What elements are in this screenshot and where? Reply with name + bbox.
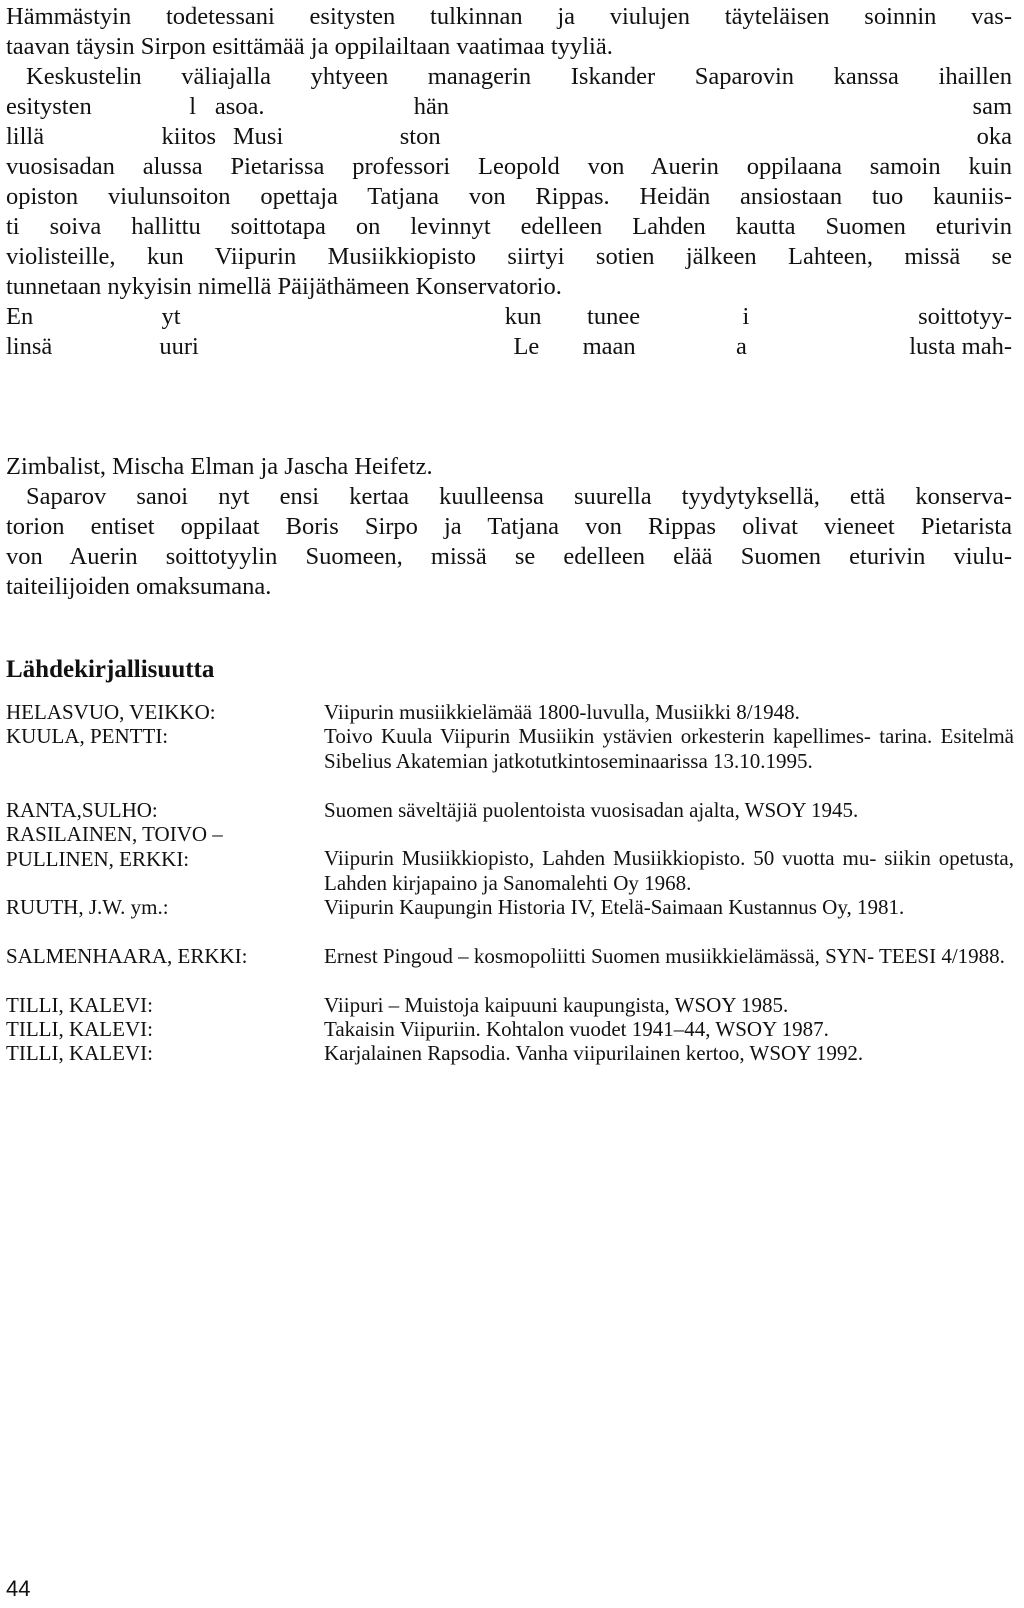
body-line: ti soiva hallittu soittotapa on levinnyt edelleen Lahden kautta Suomen eturivin <box>6 213 1012 240</box>
body-line-fragmented <box>6 92 1012 122</box>
reference-author: RANTA,SULHO: <box>6 798 158 822</box>
reference-author: RUUTH, J.W. ym.: <box>6 895 169 919</box>
reference-author: TILLI, KALEVI: <box>6 993 153 1017</box>
reference-author: SALMENHAARA, ERKKI: <box>6 944 248 968</box>
text-fragment: soittotyy- <box>918 303 1012 330</box>
text-fragment: esitysten l <box>6 93 196 120</box>
reference-title: Suomen säveltäjiä puolentoista vuosisadan ajalta, WSOY 1945. <box>324 798 859 822</box>
text-fragment: uuri Le <box>159 333 540 360</box>
text-fragment: hän <box>413 93 450 120</box>
reference-author: TILLI, KALEVI: <box>6 1017 153 1041</box>
body-line: taiteilijoiden omaksumana. <box>6 573 272 600</box>
text-fragment: asoa. <box>214 93 265 120</box>
page-number: 44 <box>6 1576 31 1601</box>
reference-title: Viipuri – Muistoja kaipuuni kaupungista, WSOY 1985. <box>324 993 789 1017</box>
text-fragment: maan <box>582 333 636 360</box>
reference-title: Takaisin Viipuriin. Kohtalon vuodet 1941–44, WSOY 1987. <box>324 1017 829 1041</box>
references-heading: Lähdekirjallisuutta <box>6 656 215 683</box>
text-fragment: oka <box>976 123 1012 150</box>
body-line: tunnetaan nykyisin nimellä Päijäthämeen Konservatorio. <box>6 273 562 300</box>
body-line: Zimbalist, Mischa Elman ja Jascha Heifetz. <box>6 453 433 480</box>
text-fragment: lusta mah- <box>909 333 1012 360</box>
text-fragment: linsä <box>6 333 53 360</box>
text-fragment: Musi <box>232 123 284 150</box>
reference-author: TILLI, KALEVI: <box>6 1041 153 1065</box>
text-fragment: a <box>735 333 747 360</box>
reference-author: KUULA, PENTTI: <box>6 724 169 748</box>
body-line: torion entiset oppilaat Boris Sirpo ja Tatjana von Rippas olivat vieneet Pietarista <box>6 513 1012 540</box>
body-line: taavan täysin Sirpon esittämää ja oppilailtaan vaatimaa tyyliä. <box>6 33 613 60</box>
body-line: Hämmästyin todetessani esitysten tulkinnan ja viulujen täyteläisen soinnin vas- <box>6 3 1012 30</box>
body-line: von Auerin soittotyylin Suomeen, missä se edelleen elää Suomen eturivin viulu- <box>6 543 1012 570</box>
body-line: violisteille, kun Viipurin Musiikkiopisto siirtyi sotien jälkeen Lahteen, missä se <box>6 243 1012 270</box>
reference-title: Viipurin Kaupungin Historia IV, Etelä-Saimaan Kustannus Oy, 1981. <box>324 895 905 919</box>
text-fragment: ston <box>399 123 441 150</box>
body-line-fragmented <box>6 302 1012 332</box>
body-line-fragmented <box>6 122 1012 152</box>
text-fragment: i <box>742 303 750 330</box>
reference-title: Toivo Kuula Viipurin Musiikin ystävien orkesterin kapellimes- tarina. Esitelmä Sibelius Akatemian jatkotutkintoseminaarissa 13.10.1995. <box>324 724 1014 773</box>
reference-title: Karjalainen Rapsodia. Vanha viipurilainen kertoo, WSOY 1992. <box>324 1041 864 1065</box>
text-fragment: En <box>6 303 34 330</box>
body-line: opiston viulunsoiton opettaja Tatjana von Rippas. Heidän ansiostaan tuo kauniis- <box>6 183 1012 210</box>
body-line: vuosisadan alussa Pietarissa professori Leopold von Auerin oppilaana samoin kuin <box>6 153 1012 180</box>
text-fragment: yt kun <box>161 303 542 330</box>
reference-title: Ernest Pingoud – kosmopoliitti Suomen musiikkielämässä, SYN- TEESI 4/1988. <box>324 944 1005 968</box>
body-line: Saparov sanoi nyt ensi kertaa kuulleensa suurella tyydytyksellä, että konserva- <box>26 483 1012 510</box>
text-fragment: tunee <box>587 303 641 330</box>
reference-title: Viipurin musiikkielämää 1800-luvulla, Musiikki 8/1948. <box>324 700 800 724</box>
body-line: Keskustelin väliajalla yhtyeen managerin Iskander Saparovin kanssa ihaillen <box>26 63 1012 90</box>
text-fragment: lillä kiitos <box>6 123 216 150</box>
reference-title: Viipurin Musiikkiopisto, Lahden Musiikkiopisto. 50 vuotta mu- siikin opetusta, Lahden kirjapaino ja Sanomalehti Oy 1968. <box>324 846 1014 895</box>
reference-author: RASILAINEN, TOIVO – PULLINEN, ERKKI: <box>6 822 223 871</box>
text-fragment: sam <box>972 93 1012 120</box>
body-line-fragmented <box>6 332 1012 362</box>
document-page <box>6 0 1018 1608</box>
reference-author: HELASVUO, VEIKKO: <box>6 700 216 724</box>
